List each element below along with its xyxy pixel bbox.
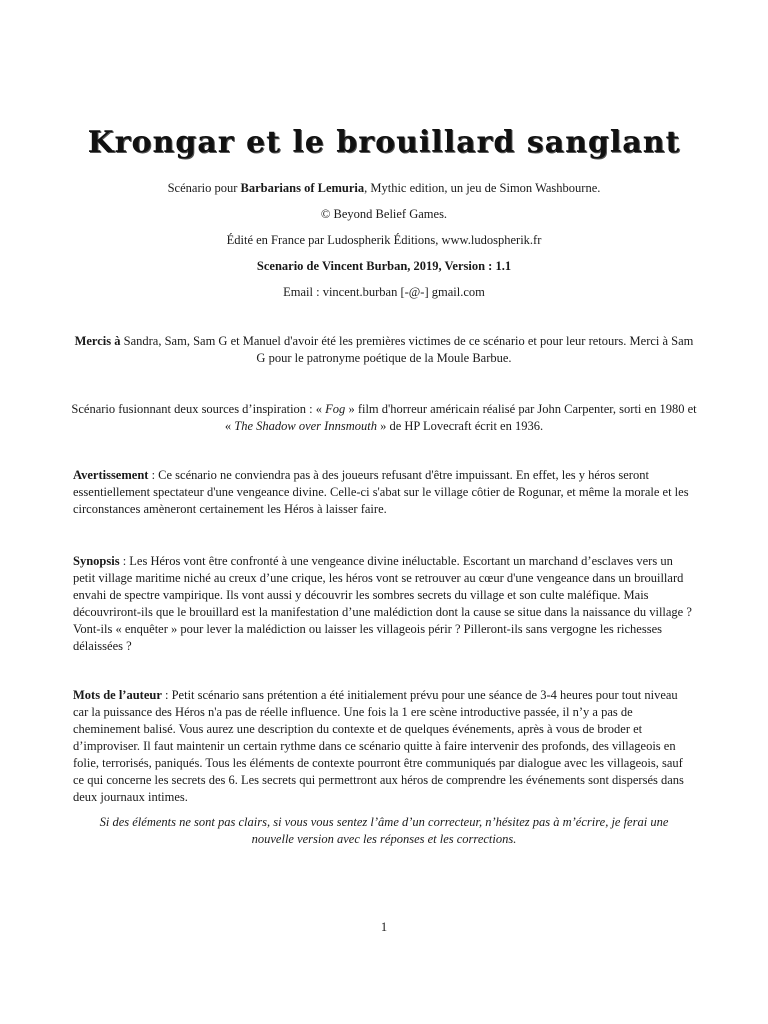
inspiration-text-2: » film d'horreur américain réalisé par John Carpenter, sorti en 1980 et « [224,402,697,433]
game-name: Barbarians of Lemuria [240,181,365,195]
edited-line: Édité en France par Ludospherik Éditions, www.ludospherik.fr [226,233,542,247]
author-words-paragraph [73,687,695,806]
author-words-label: Mots de l’auteur [73,688,162,702]
synopsis-paragraph [73,553,695,655]
inspiration-fog: Fog [325,402,346,416]
closing-note: Si des éléments ne sont pas clairs, si vous vous sentez l’âme d’un correcteur, n’hésitez pas à m’écrire, je ferai une nouvelle version avec les réponses et les corrections. [99,815,669,846]
document-title: Krongar et le brouillard sanglant [87,125,681,160]
warning-label: Avertissement [73,468,149,482]
author-words-text: : Petit scénario sans prétention a été initialement prévu pour une séance de 3-4 heures pour tout niveau car la puissance des Héros n'a pas de réelle influence. Une fois la 1 ere scène introductive passée, il n’y a pas de cheminement balisé. Vous aurez une description du contexte et de quelques événements, après à vous de broder et d’improviser. Il faut maintenir un certain rythme dans ce scénario quitte à faire intervenir des profonds, des villageois en folie, terrorisés, paniqués. Tous les éléments de contexte pourront être communiqués par dialogue avec les villageois, sauf ce qui concerne les secrets des 6. Les secrets qui permettront aux héros de comprendre les événements sont dispersés dans deux journaux intimes. [73,688,684,804]
synopsis-label: Synopsis [73,554,120,568]
email-line: Email : vincent.burban [-@-] gmail.com [283,285,485,299]
intro-prefix: Scénario pour [167,181,241,195]
thanks-text: Sandra, Sam, Sam G et Manuel d'avoir été les premières victimes de ce scénario et pour leur retours. Merci à Sam G pour le patronyme poétique de la Moule Barbue. [120,334,694,365]
warning-paragraph [73,467,695,518]
warning-text: : Ce scénario ne conviendra pas à des joueurs refusant d'être impuissant. En effet, les y héros seront essentiellement spectateur d'une vengeance divine. Celle-ci s'abat sur le village côtier de Rogunar, et même la morale et les circonstances amèneront certainement les Héros à laisser faire. [73,468,689,516]
thanks-label: Mercis à [74,334,121,348]
synopsis-text: : Les Héros vont être confronté à une vengeance divine inéluctable. Escortant un marchand d’esclaves vers un petit village maritime niché au creux d’une crique, les héros vont se retrouver au cœur d'une vengeance dans un brouillard envahi de spectre vampirique. Ils vont aussi y découvrir les sombres secrets du village et son culte maléfique. Mais découvriront-ils que le brouillard est la manifestation d’une malédiction dont la cause se situe dans la naissance du village ? Vont-ils « enquêter » pour lever la malédiction ou laisser les villageois périr ? Pilleront-ils sans vergogne les richesses délaissées ? [73,554,692,653]
inspiration-text-1: Scénario fusionnant deux sources d’inspiration : « [71,402,326,416]
inspiration-shadow: The Shadow over Innsmouth [234,419,377,433]
thanks-paragraph [70,333,698,367]
author-version: Scenario de Vincent Burban, 2019, Version : 1.1 [256,259,512,273]
page-number: 1 [380,920,388,934]
copyright-line: © Beyond Belief Games. [320,207,448,221]
author-version-line [60,258,708,275]
intro-line [60,180,708,197]
inspiration-paragraph [70,401,698,435]
inspiration-text-3: » de HP Lovecraft écrit en 1936. [376,419,544,433]
intro-suffix: , Mythic edition, un jeu de Simon Washbourne. [364,181,601,195]
